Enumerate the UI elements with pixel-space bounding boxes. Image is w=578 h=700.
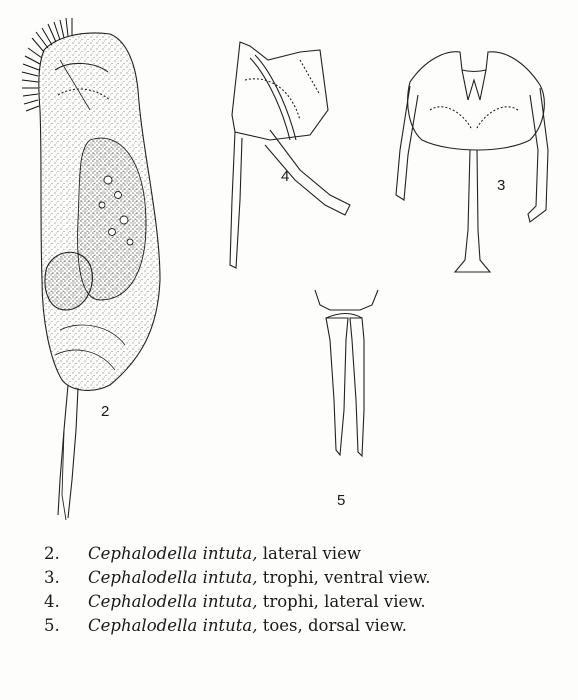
caption-description: trophi, lateral view.	[257, 592, 426, 611]
figure-3-drawing	[396, 52, 548, 272]
caption-number: 4.	[44, 592, 60, 611]
caption-line	[44, 566, 564, 590]
caption-species: Cephalodella intuta,	[88, 616, 258, 635]
figure-5-drawing	[315, 290, 378, 456]
caption-description: toes, dorsal view.	[257, 616, 407, 635]
caption-description: trophi, ventral view.	[257, 568, 431, 587]
caption-species: Cephalodella intuta,	[88, 568, 258, 587]
figure-5-number: 5	[337, 492, 346, 509]
caption-number: 3.	[44, 568, 60, 587]
caption-line	[44, 614, 564, 638]
caption-line	[44, 542, 564, 566]
caption-number: 2.	[44, 544, 60, 563]
caption-species: Cephalodella intuta,	[88, 544, 258, 563]
caption-description: lateral view	[257, 544, 361, 563]
figure-4-number: 4	[281, 168, 290, 185]
figure-2-number: 2	[101, 403, 110, 420]
caption-number: 5.	[44, 616, 60, 635]
caption-species: Cephalodella intuta,	[88, 592, 258, 611]
figure-4-drawing	[230, 42, 350, 268]
caption-line	[44, 590, 564, 614]
figure-2-drawing	[22, 18, 160, 520]
figure-3-number: 3	[497, 177, 506, 194]
figure-captions	[44, 542, 564, 638]
